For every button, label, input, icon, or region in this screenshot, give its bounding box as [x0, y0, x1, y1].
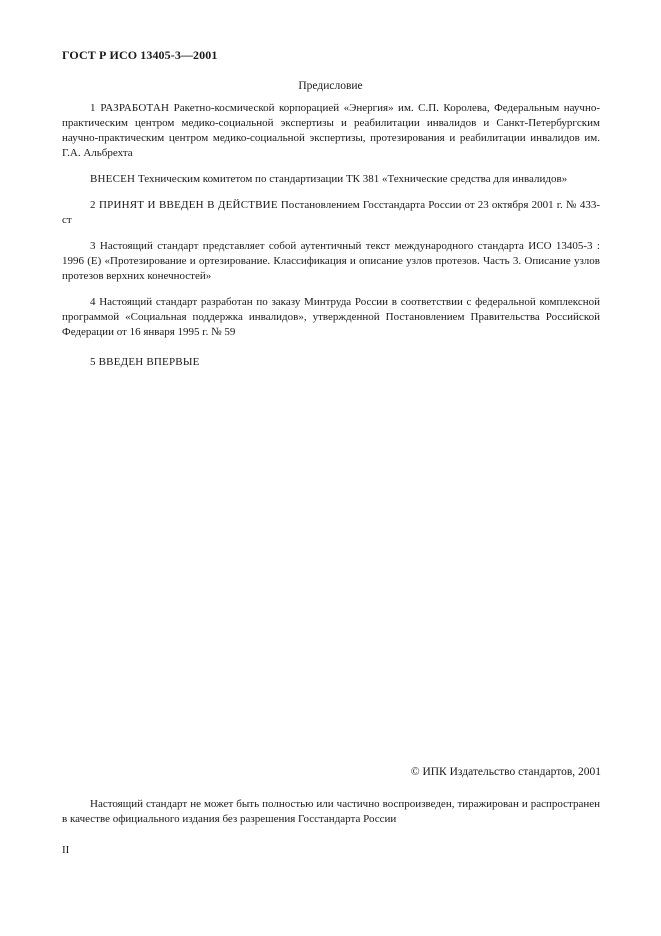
item-text: Ракетно-космической корпорацией «Энергия» им. С.П. Королева, Федеральным научно-практическим центром медико-социальной экспертизы и реабилитации инвалидов и Санкт-Петербургским научно-практическим центром медико-социальной экспертизы, протезирования и реабилитации инвалидов им. Г.А. Альбрехта	[62, 102, 600, 159]
foreword-item-5	[62, 355, 600, 370]
foreword-item-2	[62, 198, 600, 228]
foreword-heading: Предисловие	[298, 80, 363, 92]
item-text: Настоящий стандарт разработан по заказу Минтруда России в соответствии с федеральной комплексной программой «Социальная поддержка инвалидов», утвержденной Постановлением Правительства Российской Федерации от 16 января 1995 г. № 59	[62, 296, 600, 338]
item-lead: ВНЕСЕН	[90, 173, 136, 185]
document-code: ГОСТ Р ИСО 13405-3—2001	[62, 48, 218, 62]
foreword-item-3	[62, 239, 600, 284]
copyright-line: © ИПК Издательство стандартов, 2001	[410, 766, 601, 778]
reproduction-notice	[62, 797, 600, 827]
foreword-body	[62, 101, 600, 381]
item-lead: 4	[90, 296, 96, 308]
foreword-item-1	[62, 101, 600, 161]
item-lead: 5 ВВЕДЕН ВПЕРВЫЕ	[90, 356, 200, 368]
item-text: Постановлением Госстандарта России от 23 октября 2001 г. № 433-ст	[62, 199, 600, 226]
item-lead: 3	[90, 240, 96, 252]
page-number: II	[62, 844, 70, 856]
item-text: Настоящий стандарт представляет собой аутентичный текст международного стандарта ИСО 13405-3 : 1996 (Е) «Протезирование и ортезирование. Классификация и описание узлов протезов. Часть 3. Описание узлов протезов верхних конечностей»	[62, 240, 600, 282]
item-lead: 1 РАЗРАБОТАН	[90, 102, 170, 114]
notice-text: Настоящий стандарт не может быть полностью или частично воспроизведен, тиражирован и распространен в качестве официального издания без разрешения Госстандарта России	[62, 798, 600, 825]
foreword-item-4	[62, 295, 600, 340]
foreword-item-introduced	[62, 172, 600, 187]
item-lead: 2 ПРИНЯТ И ВВЕДЕН В ДЕЙСТВИЕ	[90, 199, 278, 211]
item-text: Техническим комитетом по стандартизации ТК 381 «Технические средства для инвалидов»	[135, 173, 568, 185]
